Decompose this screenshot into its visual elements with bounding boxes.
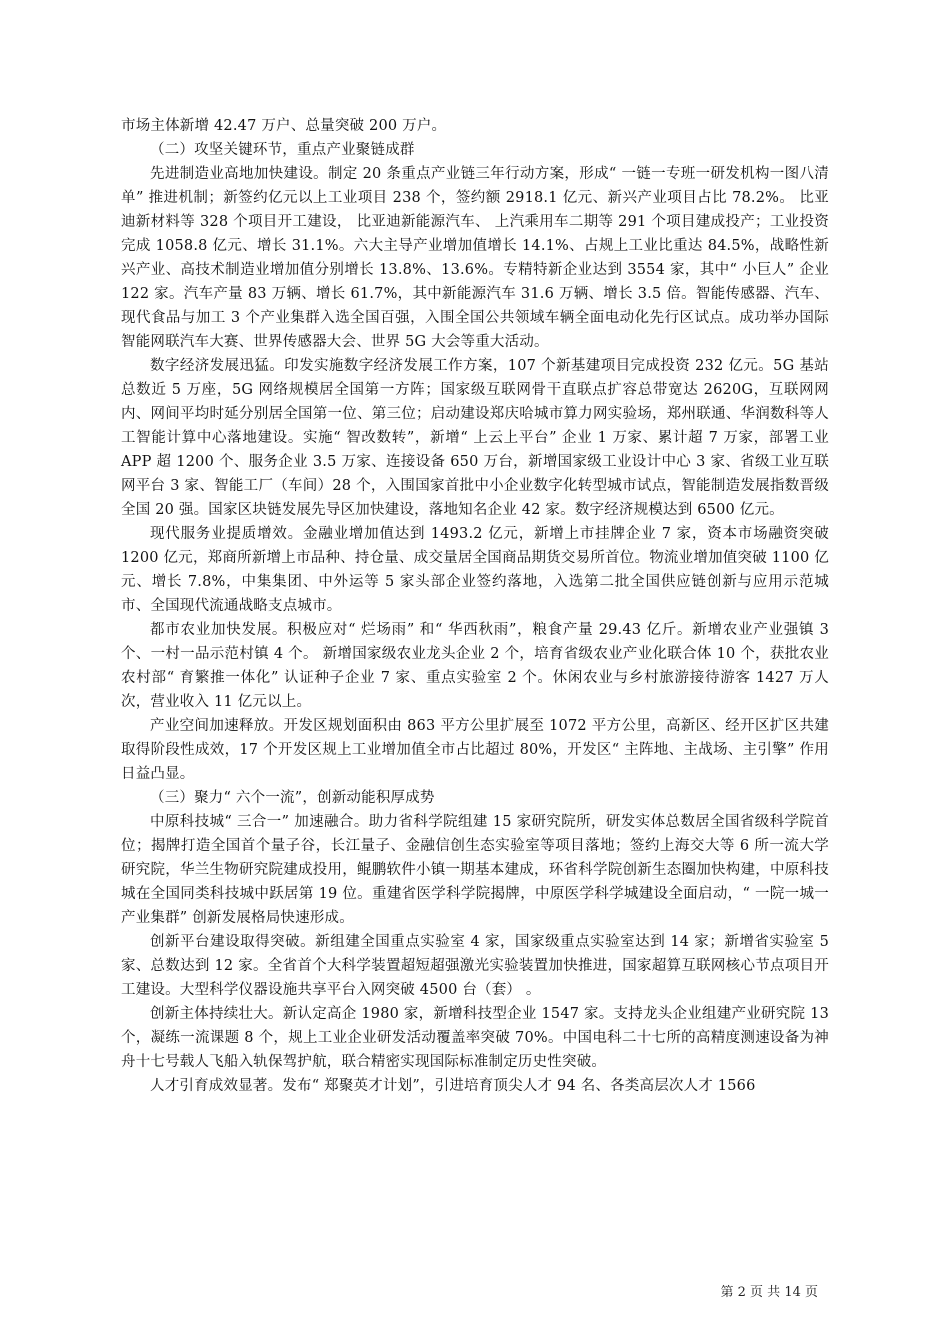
section-heading-2: （二）攻坚关键环节，重点产业聚链成群 bbox=[150, 142, 415, 158]
paragraph-advanced-manufacturing: 先进制造业高地加快建设。制定 20 条重点产业链三年行动方案，形成“ 一链一专班一研发机构一图八清单” 推进机制；新签约亿元以上工业项目 238 个，签约额 2918.1 亿元、新兴产业项目占比 78.2%。 比亚迪新材料等 328 个项目开工建设， 比亚迪新能源汽车、 上汽乘用车二期等 291 个项目建成投产；工业投资完成 1058.8 亿元、增长 31.1%。六大主导产业增加值增长 14.1%、占规上工业比重达 84.5%，战略性新兴产业、高技术制造业增加值分别增长 13.8%、13.6%。专精特新企业达到 3554 家，其中“ 小巨人” 企业 122 家。汽车产量 83 万辆、增长 61.7%，其中新能源汽车 31.6 万辆、增长 3.5 倍。智能传感器、汽车、现代食品与加工 3 个产业集群入选全国百强，入围全国公共领域车辆全面电动化先行区试点。成功举办国际智能网联汽车大赛、世界传感器大会、世界 5G 大会等重大活动。 bbox=[121, 166, 829, 350]
paragraph-digital-economy: 数字经济发展迅猛。印发实施数字经济发展工作方案，107 个新基建项目完成投资 232 亿元。5G 基站总数近 5 万座，5G 网络规模居全国第一方阵；国家级互联网骨干直联点扩容总带宽达 2620G，互联网网内、网间平均时延分别居全国第一位、第三位；启动建设郑庆哈城市算力网实验场，郑州联通、华润数科等人工智能计算中心落地建设。实施“ 智改数转”，新增“ 上云上平台” 企业 1 万家、累计超 7 万家，部署工业 APP 超 1200 个、服务企业 3.5 万家、连接设备 650 万台，新增国家级工业设计中心 3 家、省级工业互联网平台 3 家、智能工厂（车间）28 个，入围国家首批中小企业数字化转型城市试点，智能制造发展指数晋级全国 20 强。国家区块链发展先导区加快建设，落地知名企业 42 家。数字经济规模达到 6500 亿元。 bbox=[121, 358, 829, 518]
paragraph-innovation-platforms: 创新平台建设取得突破。新组建全国重点实验室 4 家，国家级重点实验室达到 14 家；新增省实验室 5 家、总数达到 12 家。全省首个大科学装置超短超强激光实验装置加快推进，国家超算互联网核心节点项目开工建设。大型科学仪器设施共享平台入网突破 4500 台（套） 。 bbox=[121, 934, 829, 998]
paragraph-urban-agriculture: 都市农业加快发展。积极应对“ 烂场雨” 和“ 华西秋雨”，粮食产量 29.43 亿斤。新增农业产业强镇 3 个、一村一品示范村镇 4 个。 新增国家级农业龙头企业 2 个，培育省级农业产业化联合体 10 个，获批农业农村部“ 育繁推一体化” 认证种子企业 7 家、重点实验室 2 个。休闲农业与乡村旅游接待游客 1427 万人次，营业收入 11 亿元以上。 bbox=[121, 622, 829, 710]
paragraph-talent: 人才引育成效显著。发布“ 郑聚英才计划”，引进培育顶尖人才 94 名、各类高层次人才 1566 bbox=[150, 1078, 756, 1094]
paragraph-science-city: 中原科技城“ 三合一” 加速融合。助力省科学院组建 15 家研究院所，研发实体总数居全国省级科学院首位；揭牌打造全国首个量子谷，长江量子、金融信创生态实验室等项目落地；签约上海交大等 6 所一流大学研究院，华兰生物研究院建成投用，鲲鹏软件小镇一期基本建成，环省科学院创新生态圈加快构建，中原科技城在全国同类科技城中跃居第 19 位。重建省医学科学院揭牌，中原医学科学城建设全面启动，“ 一院一城一产业集群” 创新发展格局快速形成。 bbox=[121, 814, 829, 926]
paragraph-modern-services: 现代服务业提质增效。金融业增加值达到 1493.2 亿元，新增上市挂牌企业 7 家，资本市场融资突破 1200 亿元，郑商所新增上市品种、持仓量、成交量居全国商品期货交易所首位。物流业增加值突破 1100 亿元、增长 7.8%，中集集团、中外运等 5 家头部企业签约落地，入选第二批全国供应链创新与应用示范城市、全国现代流通战略支点城市。 bbox=[121, 526, 829, 614]
paragraph-market-entities: 市场主体新增 42.47 万户、总量突破 200 万户。 bbox=[121, 118, 447, 134]
paragraph-industrial-space: 产业空间加速释放。开发区规划面积由 863 平方公里扩展至 1072 平方公里，高新区、经开区扩区共建取得阶段性成效，17 个开发区规上工业增加值全市占比超过 80%，开发区“ 主阵地、主战场、主引擎” 作用日益凸显。 bbox=[121, 718, 829, 782]
document-body bbox=[121, 114, 829, 1098]
section-heading-3: （三）聚力“ 六个一流”，创新动能积厚成势 bbox=[150, 790, 435, 806]
paragraph-innovation-entities: 创新主体持续壮大。新认定高企 1980 家，新增科技型企业 1547 家。支持龙头企业组建产业研究院 13 个，凝练一流课题 8 个，规上工业企业研发活动覆盖率突破 70%。中国电科二十七所的高精度测速设备为神舟十七号载人飞船入轨保驾护航，联合精密实现国际标准制定历史性突破。 bbox=[121, 1006, 829, 1070]
page-number-footer: 第 2 页 共 14 页 bbox=[720, 1285, 818, 1300]
